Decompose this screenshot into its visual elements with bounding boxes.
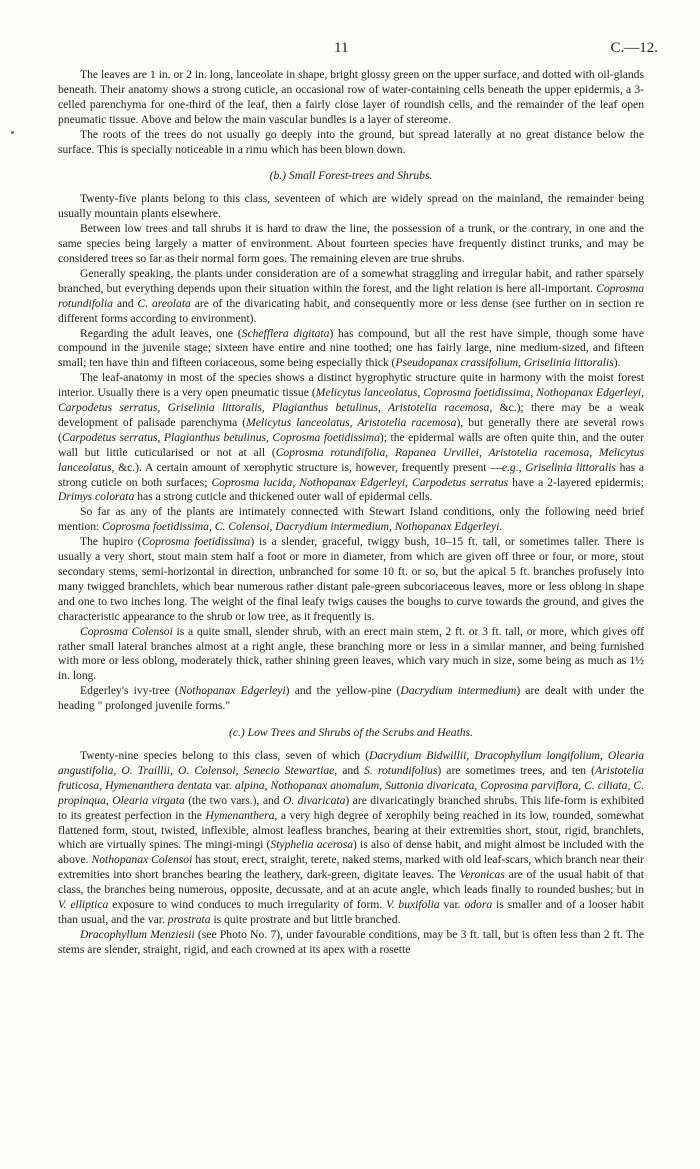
document-reference: C.—12. — [610, 40, 658, 56]
section-heading-title: Low Trees and Shrubs of the Scrubs and Heaths. — [247, 726, 474, 740]
paragraph — [58, 128, 644, 158]
section-heading — [58, 169, 644, 184]
italic-text: Coprosma foetidissima — [141, 535, 251, 549]
italic-text: Schefflera digitata — [241, 326, 330, 340]
italic-text: alpina, Nothopanax anomalum, Suttonia divaricata, Coprosma parviflora, C. ciliata, C. propinqua, Olearia virgata — [58, 778, 644, 807]
section-heading-label: (c.) — [228, 726, 245, 740]
italic-text: Coprosma rotundifolia, Rapanea Urvillei, Aristotelia racemosa, Melicytus lanceolatus, — [58, 445, 644, 474]
body-text — [58, 68, 644, 958]
italic-text: O. divaricata — [283, 793, 346, 807]
italic-text: Styphelia acerosa — [270, 838, 354, 852]
italic-text: Carpodetus serratus, Plagianthus betulinus, Coprosma foetidissima — [61, 430, 380, 444]
text-run: ), but generally there are several rows ( — [58, 415, 644, 444]
text-run: ) are sometimes trees, and ten ( — [437, 763, 596, 777]
text-run: are of the divaricating habit, and consequently more or less dense (see further on in section re different forms according to environment). — [58, 296, 645, 325]
paragraph — [58, 684, 644, 714]
text-run: ); the epidermal walls are often quite thin, and the outer wall but little cuticularised or not at all ( — [58, 430, 644, 459]
section-heading-title: Small Forest-trees and Shrubs. — [288, 169, 433, 183]
paragraph — [58, 222, 644, 267]
text-run: (see Photo No. 7), under favourable conditions, may be 3 ft. tall, but is often less than 2 ft. The stems are slender, straight, rigid, and each crowned at its apex with a rosette — [58, 927, 645, 956]
text-run: The leaves are 1 in. or 2 in. long, lanceolate in shape, bright glossy green on the upper surface, and dotted with oil-glands beneath. Their anatomy shows a strong cuticle, an occasional row of water-containing cells beneath the upper epidermis, a 3-celled parenchyma for one-third of the leaf, then a fairly close layer of roundish cells, and the remainder of the leaf open pneumatic tissue. Above and below the main vascular bundles is a layer of stereome. — [58, 68, 644, 126]
text-run: ) and the yellow-pine ( — [285, 684, 401, 698]
italic-text: S. rotundifolius — [364, 763, 438, 777]
paragraph — [58, 928, 644, 958]
text-run: Between low trees and tall shrubs it is hard to draw the line, the possession of a trunk, or the contrary, in one and the same species being largely a matter of environment. About fourteen species have frequently distinct trunks, and may be considered trees so far as their normal form goes. The remaining eleven are true shrubs. — [58, 222, 644, 265]
section-heading-label: (b.) — [269, 169, 287, 183]
document-page — [58, 40, 658, 958]
page-number: 11 — [334, 40, 349, 56]
text-run: Generally speaking, the plants under consideration are of a somewhat straggling and irregular habit, and rather sparsely branched, but everything depends upon their situation within the forest, and the light relation is here all-important. — [58, 266, 644, 295]
text-run: exposure to wind conduces to much irregularity of form. — [108, 898, 387, 912]
margin-mark — [11, 131, 14, 134]
paragraph — [58, 267, 644, 327]
text-run: Twenty-five plants belong to this class, seventeen of which are widely spread on the mainland, the remainder being usually mountain plants elsewhere. — [58, 192, 644, 221]
text-run: are of the usual habit of that class, the branches being numerous, opposite, decussate, and at an acute angle, which leads finally to rounded bushes; but in — [58, 868, 644, 897]
text-run: have a 2-layered epidermis; — [508, 475, 645, 489]
italic-text: Dacrydium Bidwillii, Dracophyllum longifolium, Olearia angustifolia, O. Traillii, O. Colensoi, Senecio Stewartiae, — [58, 748, 644, 777]
paragraph — [58, 327, 644, 372]
italic-text: Dracophyllum Menziesii — [80, 927, 195, 941]
text-run: is smaller and of a looser habit than usual, and the var. — [58, 898, 645, 926]
paragraph — [58, 68, 644, 128]
italic-text: Hymenanthera, — [205, 808, 278, 822]
text-run: ) has compound, but all the rest have simple, though some have compound in the juvenile stage; sixteen have entire and nine toothed; one has fairly large, nine medium-sized, and fifteen small; ten have thin and fifteen coriaceous, some being especially thick ( — [58, 326, 644, 370]
text-run: ) are dealt with under the heading " prolonged juvenile forms." — [58, 684, 644, 713]
italic-text: V. elliptica — [58, 898, 109, 912]
text-run: The roots of the trees do not usually go deeply into the ground, but spread laterally at no great distance below the surface. This is specially noticeable in a rimu which has been blown down. — [58, 127, 644, 156]
paragraph — [58, 505, 644, 535]
italic-text: Nothopanax Colensoi — [91, 853, 193, 867]
text-run: ) are divaricatingly branched shrubs. This life-form is exhibited to its greatest perfection in the — [58, 793, 645, 822]
italic-text: Coprosma rotundifolia — [58, 281, 644, 310]
italic-text: Pseudopanax crassifolium, Griselinia littoralis — [395, 356, 614, 370]
italic-text: Veronicas — [459, 868, 505, 882]
text-run: var. — [439, 898, 465, 912]
italic-text: Melicytus lanceolatus, Aristotelia racemosa — [246, 415, 457, 429]
italic-text: Aristotelia fruticosa, Hymenanthera dentata — [58, 763, 644, 792]
page-header — [58, 40, 658, 68]
italic-text: Dacrydium intermedium — [400, 684, 517, 698]
italic-text: Drimys colorata — [58, 490, 135, 504]
italic-text: Coprosma lucida, Nothopanax Edgerleyi, Carpodetus serratus — [211, 475, 509, 489]
italic-text: C. areolata — [137, 296, 191, 310]
text-run: and — [112, 296, 138, 310]
text-run: &c.); there may be a weak development of palisade parenchyma ( — [58, 401, 644, 429]
text-run: Regarding the adult leaves, one ( — [80, 326, 242, 340]
paragraph — [58, 625, 644, 685]
text-run: (the two vars.), and — [184, 793, 284, 807]
text-run: has stout, erect, straight, terete, naked stems, marked with old leaf-scars, which branch near their extremities into short branches bearing the leathery, dark-green, digitate leaves. The — [58, 853, 644, 882]
italic-text: Coprosma Colensoi — [80, 624, 173, 638]
text-run: The hupiro ( — [80, 535, 142, 549]
italic-text: V. buxifolia — [386, 898, 440, 912]
text-run: has a strong cuticle on both surfaces; — [58, 460, 644, 489]
text-run: &c.). A certain amount of xerophytic structure is, however, frequently present — — [114, 460, 502, 474]
paragraph — [58, 371, 644, 505]
text-run: Twenty-nine species belong to this class, seven of which ( — [80, 748, 370, 762]
italic-text: e.g., Griselinia littoralis — [501, 460, 616, 474]
text-run: ) is also of dense habit, and might almost be included with the above. — [58, 838, 644, 867]
text-run: So far as any of the plants are intimately connected with Stewart Island conditions, only the following need brief mention: — [58, 505, 644, 534]
text-run: is a quite small, slender shrub, with an erect main stem, 2 ft. or 3 ft. tall, or more, which gives off rather small lateral branches almost at a right angle, these branching more or less in a similar manner, and being furnished with more or less oblong, moderately thick, rather shining green leaves, which vary much in size, some being as much as 1½ in. long. — [58, 624, 645, 683]
italic-text: Melicytus lanceolatus, Coprosma foetidissima, Nothopanax Edgerleyi, Carpodetus serratus, Griselinia littoralis, Plagianthus betulinus, Aristotelia racemosa, — [58, 386, 644, 415]
paragraph — [58, 192, 644, 222]
section-heading — [58, 726, 644, 741]
text-run: and — [337, 763, 365, 777]
text-run: Edgerley's ivy-tree ( — [80, 684, 179, 698]
italic-text: Nothopanax Edgerleyi — [178, 684, 286, 698]
paragraph — [58, 535, 644, 624]
italic-text: prostrata — [167, 912, 211, 926]
italic-text: Coprosma foetidissima, C. Colensoi, Dacrydium intermedium, Nothopanax Edgerleyi. — [102, 520, 503, 534]
paragraph — [58, 749, 644, 928]
text-run: ) is a slender, graceful, twiggy bush, 10–15 ft. tall, or sometimes taller. There is usually a very short, stout main stem half a foot or more in diameter, from which are given off three or four, or more, stout secondary stems, semi-horizontal in direction, unbranched for some 10 ft. or so, but the apical 5 ft. branches profusely into many twigged branchlets, which bear numerous rather distant pale-green subcoriaceous leaves, more or less oblong in shape and one to two inches long. The weight of the final leafy twigs causes the boughs to curve towards the ground, and gives the characteristic appearance to the shrub or low tree, as it frequently is. — [58, 535, 644, 623]
text-run: ). — [613, 356, 621, 370]
italic-text: odora — [464, 898, 493, 912]
text-run: a very high degree of xerophily being reached in its low, rounded, somewhat flattened form, stout, twisted, inflexible, almost leafless branches, bearing at their extremities short, stout, rigid, branchlets, which are virtually spines. The mingi-mingi ( — [58, 808, 644, 852]
text-run: var. — [211, 778, 235, 792]
text-run: is quite prostrate and but little branched. — [210, 912, 401, 926]
text-run: has a strong cuticle and thickened outer wall of epidermal cells. — [134, 490, 433, 504]
text-run: The leaf-anatomy in most of the species shows a distinct hygrophytic structure quite in harmony with the moist forest interior. Usually there is a very open pneumatic tissue ( — [58, 371, 644, 400]
